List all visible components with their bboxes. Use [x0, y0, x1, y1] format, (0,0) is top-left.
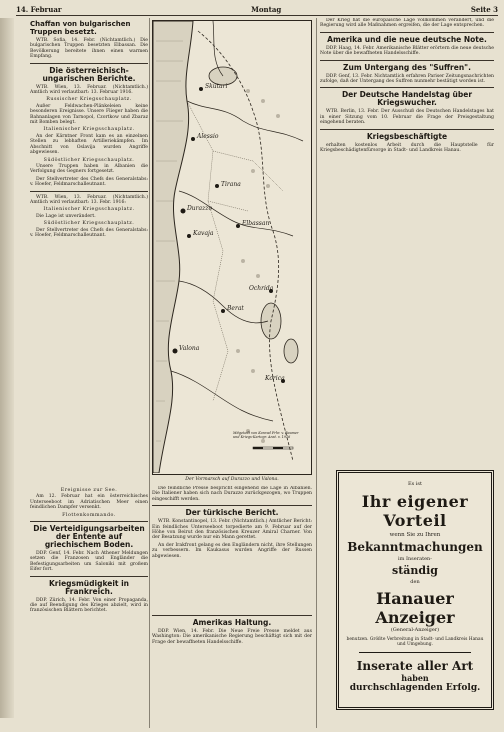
article-paragraph: DDP. Genf, 14. Febr. Nach Athener Meldungen setzen die Franzosen und Engländer die Befestigungsarbeiten um Saloniki mit großem Eifer fort. [30, 551, 148, 573]
header-date: 14. Februar [16, 4, 62, 14]
ad-line: im Inseraten- [398, 556, 432, 562]
ad-line: ständig [392, 564, 438, 577]
map-drawing [153, 21, 310, 473]
column-left-lower [30, 486, 148, 726]
map-place-label: Berat [227, 305, 244, 312]
article-headline: Amerika und die neue deutsche Note. [327, 34, 487, 44]
article-paragraph: An der Irakfront gelang es den Engländern nicht, ihre Stellungen zu verbessern. Im Kaukasus wurden Angriffe der Russen abgewiesen. [152, 542, 312, 559]
divider [320, 129, 494, 130]
article-headline: Der türkische Bericht. [185, 508, 279, 518]
article-paragraph: Am 12. Februar hat ein österreichisches Unterseeboot im Adriatischen Meer einen feindlichen Dampfer versenkt. [30, 494, 148, 511]
ad-body: benutzen. Größte Verbreitung in Stadt- und Landkreis Hanau und Umgebung. [346, 637, 484, 648]
article-paragraph: Unsere Truppen haben in Albanien die Verfolgung des Gegners fortgesetzt. [30, 163, 148, 175]
map-place-label: Valona [179, 345, 200, 352]
map-place-label: Korica [265, 375, 285, 382]
article-headline: Kriegsbeschäftigte [366, 131, 448, 141]
header-weekday: Montag [251, 4, 282, 14]
map-credit: Mitgeteilt von Konrad Frhr. v. Baumer und Kriegs-Kartogr. Anst. v. 1916 [233, 431, 299, 439]
article-paragraph: An der Kärntner Front kam es an einzelnen Stellen zu lebhaften Artilleriekämpfen. Im Abschnitt von Oslavija wurden Angriffe abgewiesen. [30, 133, 148, 156]
section-subhead: Italienischer Kriegsschauplatz. [43, 207, 135, 213]
article-paragraph: DDP. Wien, 14. Febr. Die Neue Freie Presse meldet aus Washington: Die amerikanische Regierung beschäftigt sich mit der Frage der bewaffneten Handelsschiffe. [152, 629, 312, 645]
map-place-label: Elbassan [242, 220, 270, 227]
article-paragraph: WTB. Konstantinopel, 13. Febr. (Nichtamtlich.) Amtlicher Bericht: Ein feindliches Unterseeboot torpedierte am 9. Februar auf der Höhe von Beirut den französischen Kreuzer Amiral Charner. Von der Besatzung wurde nur ein Mann gerettet. [152, 519, 312, 541]
header-page-number: Seite 3 [470, 4, 498, 14]
binding-edge [0, 18, 14, 718]
war-map [152, 20, 312, 475]
divider [320, 32, 494, 33]
ad-line: wenn Sie zu Ihren [389, 532, 441, 538]
ad-line: (General-Anzeiger) [390, 627, 440, 633]
article-paragraph: WTB. Berlin, 13. Febr. Der Ausschuß des Deutschen Handelstages hat in einer Sitzung vom 10. Februar die Frage der Preisgestaltung eingehend beraten. [320, 109, 494, 126]
divider [320, 60, 494, 61]
article-signature: Der Stellvertreter des Chefs des Generalstabs: v. Hoefer, Feldmarschalleutnant. [30, 176, 148, 188]
column-rule [316, 18, 317, 728]
article-headline: Die Verteidigungsarbeiten der Entente auf griechischem Boden. [33, 524, 145, 550]
map-place-label: Durazzo [187, 205, 213, 212]
article-paragraph: DDP. Genf, 13. Febr. Nichtamtlich erfahren Pariser Zeitungsnachrichten zufolge, daß der Untergang des Suffren nunmehr bestätigt worden ist. [320, 73, 494, 85]
article-headline: Der Deutsche Handelstag über Kriegswucher. [341, 90, 473, 108]
section-subhead: Italienischer Kriegsschauplatz. [43, 127, 135, 133]
map-place-label: Ochrida [249, 285, 274, 292]
ad-line: Inserate aller Art [356, 658, 474, 673]
article-paragraph: DDP. Zürich, 14. Febr. Von einer Propaganda, die auf Beendigung des Krieges abzielt, wird in französischen Blättern berichtet. [30, 597, 148, 614]
ad-line: Bekanntmachungen [347, 540, 483, 554]
divider [30, 63, 148, 64]
section-subhead: Russischer Kriegsschauplatz. [46, 97, 132, 103]
ad-headline: Ihr eigener Vorteil [361, 492, 469, 530]
map-place-label: Kavaja [193, 230, 214, 237]
map-place-label: Tirana [221, 181, 241, 188]
article-headline: Chaffan von bulgarischen Truppen besetzt. [30, 20, 131, 36]
article-paragraph: DDP. Haag, 14. Febr. Amerikanische Blätter erörtern die neue deutsche Note über die bewaffneten Handelsschiffe. [320, 45, 494, 57]
article-headline: Zum Untergang des "Suffren". [343, 62, 471, 72]
map-place-label: Alessio [197, 133, 219, 140]
ad-line: haben [401, 672, 429, 683]
article-paragraph: Die feindliche Presse bespricht eingehend die Lage in Albanien. Die Italiener haben sich nach Durazzo zurückgezogen, wo Truppen eingeschifft werden. [152, 486, 312, 502]
article-paragraph: Die Lage ist unverändert. [36, 213, 96, 219]
ad-line: den [410, 579, 420, 585]
article-paragraph: Außer Feldwachen-Plänkeleien keine besonderen Ereignisse. Unsere Flieger haben die Bahnanlagen von Tarnopol, Czortkow und Zbaraz mit Bomben belegt. [30, 103, 148, 126]
section-subhead: Südöstlicher Kriegsschauplatz. [43, 221, 135, 227]
article-headline: Die österreichisch-ungarischen Berichte. [42, 65, 136, 83]
article-paragraph: WTB. Wien, 13. Februar. (Nichtamtlich.) Amtlich wird verlautbart: 13. Febr. 1916: [30, 194, 148, 205]
ad-line: Es ist [408, 481, 422, 487]
divider [152, 615, 312, 616]
page-header [16, 3, 498, 16]
article-paragraph: WTB. Wien, 13. Februar. (Nichtamtlich.) Amtlich wird verlautbart: 13. Februar 1916. [30, 84, 148, 96]
column-rule [149, 18, 150, 728]
section-subhead: Ereignisse zur See. [60, 488, 118, 493]
column-middle-bottom [152, 612, 312, 727]
section-subhead: Flottenkommando. [62, 512, 116, 518]
ad-line: durchschlagenden Erfolg. [349, 682, 481, 693]
article-signature: Der Stellvertreter des Chefs des Generalstabs: v. Hoefer, Feldmarschalleutnant. [30, 227, 148, 238]
divider [30, 521, 148, 522]
article-headline: Kriegsmüdigkeit in Frankreich. [48, 578, 129, 596]
divider [320, 87, 494, 88]
article-paragraph: WTB. Sofia, 14. Febr. (Nichtamtlich.) Die bulgarischen Truppen besetzten Elbassan. Die Bevölkerung bereitete ihnen einen warmen Empfang. [30, 38, 148, 60]
article-paragraph: Der Krieg hat die europäische Lage vollkommen verändert, und die Regierung wird alle Maßnahmen ergreifen, die der Lage entsprechen. [320, 18, 494, 29]
divider [30, 191, 148, 192]
section-subhead: Südöstlicher Kriegsschauplatz. [43, 157, 135, 163]
article-headline: Amerikas Haltung. [192, 618, 272, 627]
ad-newspaper-name: Hanauer Anzeiger [375, 589, 455, 627]
ad-divider [359, 652, 471, 653]
divider [30, 576, 148, 577]
advertisement-box [336, 470, 494, 710]
map-place-label: Skutari [205, 83, 228, 90]
article-paragraph: erhalten kostenlos Arbeit durch die Hauptstelle für Kriegsbeschädigtenfürsorge in Stadt- und Landkreis Hanau. [320, 142, 494, 154]
map-caption: Der Vormarsch auf Durazzo und Valona. [185, 477, 279, 482]
divider [152, 505, 312, 506]
column-middle-lower [152, 486, 312, 606]
